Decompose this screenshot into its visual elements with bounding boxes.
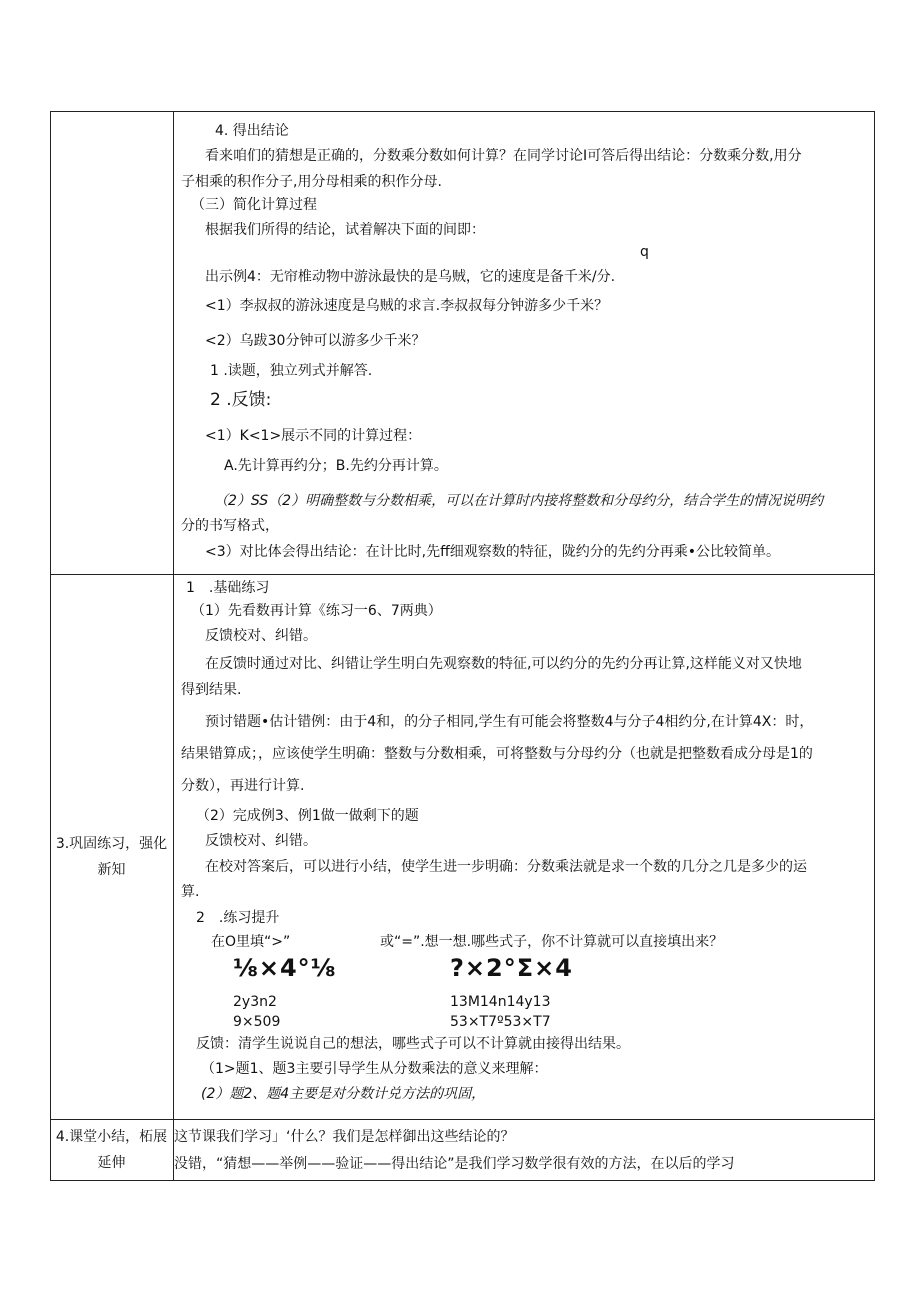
row-content-practice — [174, 575, 874, 1119]
table-border-right — [874, 111, 875, 1181]
paragraph-line: 分的书写格式， — [181, 518, 279, 534]
paragraph-line: 反馈：清学生说说自己的想法，哪些式子可以不计算就由接得出结果。 — [196, 1036, 630, 1052]
paragraph-line: （2）SS（2）明确整数与分数相乘，可以在计算时内接将整数和分母约分，结合学生的情况说明约 — [214, 493, 824, 509]
row-label-summary: 4.课堂小结，柘展延伸 — [55, 1129, 168, 1171]
comparison-expression: 53×T7º53×T7 — [450, 1014, 551, 1030]
comparison-expression: 2y3n2 — [233, 994, 277, 1010]
row-content-summary — [174, 1120, 874, 1180]
paragraph-line: (2）题2、题4主要是对分数计兑方法的巩固， — [201, 1086, 486, 1102]
row-content-conclusion — [174, 112, 874, 574]
paragraph-line: <3）对比体会得出结论：在计比时,先ff细观察数的特征，陇约分的先约分再乘•公比较简单。 — [205, 544, 780, 560]
method-line: A.先计算再约分；B.先约分再计算。 — [224, 458, 448, 474]
exercise-line: （1）先看数再计算《练习一6、7两典） — [191, 603, 442, 619]
lesson-table — [50, 111, 875, 1181]
paragraph-line: 算. — [181, 884, 200, 900]
stray-glyph: q — [640, 244, 649, 260]
paragraph-line: 结果错算成；，应该使学生明确：整数与分数相乘，可将整数与分母约分（也就是把整数看成分母是1的 — [181, 746, 813, 762]
question-line: <1）李叔叔的游泳速度是乌贼的求言.李叔叔每分钟游多少千米？ — [205, 298, 609, 314]
step-heading: 2 .练习提升 — [196, 910, 280, 926]
step-heading: 4. 得出结论 — [215, 123, 289, 139]
row-label-practice: 3.巩固练习，强化新知 — [55, 836, 168, 878]
comparison-expression: 13M14n14y13 — [450, 994, 551, 1010]
paragraph-line: 反馈校对、纠错。 — [205, 628, 317, 644]
exercise-line: （2）完成例3、例1做一做剩下的题 — [196, 808, 419, 824]
paragraph-line: 反馈校对、纠错。 — [205, 833, 317, 849]
paragraph-line: 看来咱们的猜想是正确的，分数乘分数如何计算？在同学讨论I可答后得出结论：分数乘分数,用分 — [205, 148, 802, 164]
comparison-expression: 9×509 — [233, 1014, 281, 1030]
feedback-line: <1）K<1>展示不同的计算过程： — [205, 428, 422, 444]
paragraph-line: 在反馈时通过对比、纠错让学生明白先观察数的特征,可以约分的先约分再让算,这样能义对又快地 — [205, 656, 802, 672]
comparison-expression: ?×2°Σ×4 — [450, 954, 573, 982]
summary-line: 没错，“猜想——举例——验证——得出结论”是我们学习数学很有效的方法，在以后的学习 — [174, 1156, 735, 1172]
paragraph-line: 预讨错题•估计错例：由于4和，的分子相同,学生有可能会将整数4与分子4相约分,在计算4X：时， — [205, 714, 814, 730]
instruction-line: 或“=”.想一想.哪些式子，你不计算就可以直接填出来？ — [380, 934, 724, 950]
paragraph-line: （1>题1、题3主要引导学生从分数乘法的意义来理解： — [201, 1061, 548, 1077]
example-line: 出示例4：无帘椎动物中游泳最快的是乌贼，它的速度是备千米/分. — [205, 269, 616, 285]
summary-line: 这节课我们学习」‘什么？我们是怎样御出这些结论的？ — [174, 1129, 515, 1145]
section-heading: （三）简化计算过程 — [191, 197, 317, 213]
instruction-line: 在O里填“>” — [211, 934, 291, 950]
comparison-expression: ⅛×4°⅛ — [233, 954, 337, 982]
paragraph-line: 在校对答案后，可以进行小结，使学生进一步明确：分数乘法就是求一个数的几分之几是多少的运 — [205, 859, 807, 875]
table-border-left — [50, 111, 51, 1181]
question-line: <2）乌跋30分钟可以游多少千米？ — [205, 333, 426, 349]
step-heading: 1 .基础练习 — [186, 580, 270, 596]
paragraph-line: 子相乘的积作分子,用分母相乘的积作分母. — [181, 174, 442, 190]
paragraph-line: 分数），再进行计算. — [181, 778, 305, 794]
paragraph-line: 得到结果. — [181, 682, 242, 698]
step-line: 2 .反馈: — [210, 390, 272, 410]
step-line: 1 .读题，独立列式并解答. — [210, 363, 373, 379]
paragraph-line: 根据我们所得的结论，试着解决下面的间即： — [205, 222, 485, 238]
